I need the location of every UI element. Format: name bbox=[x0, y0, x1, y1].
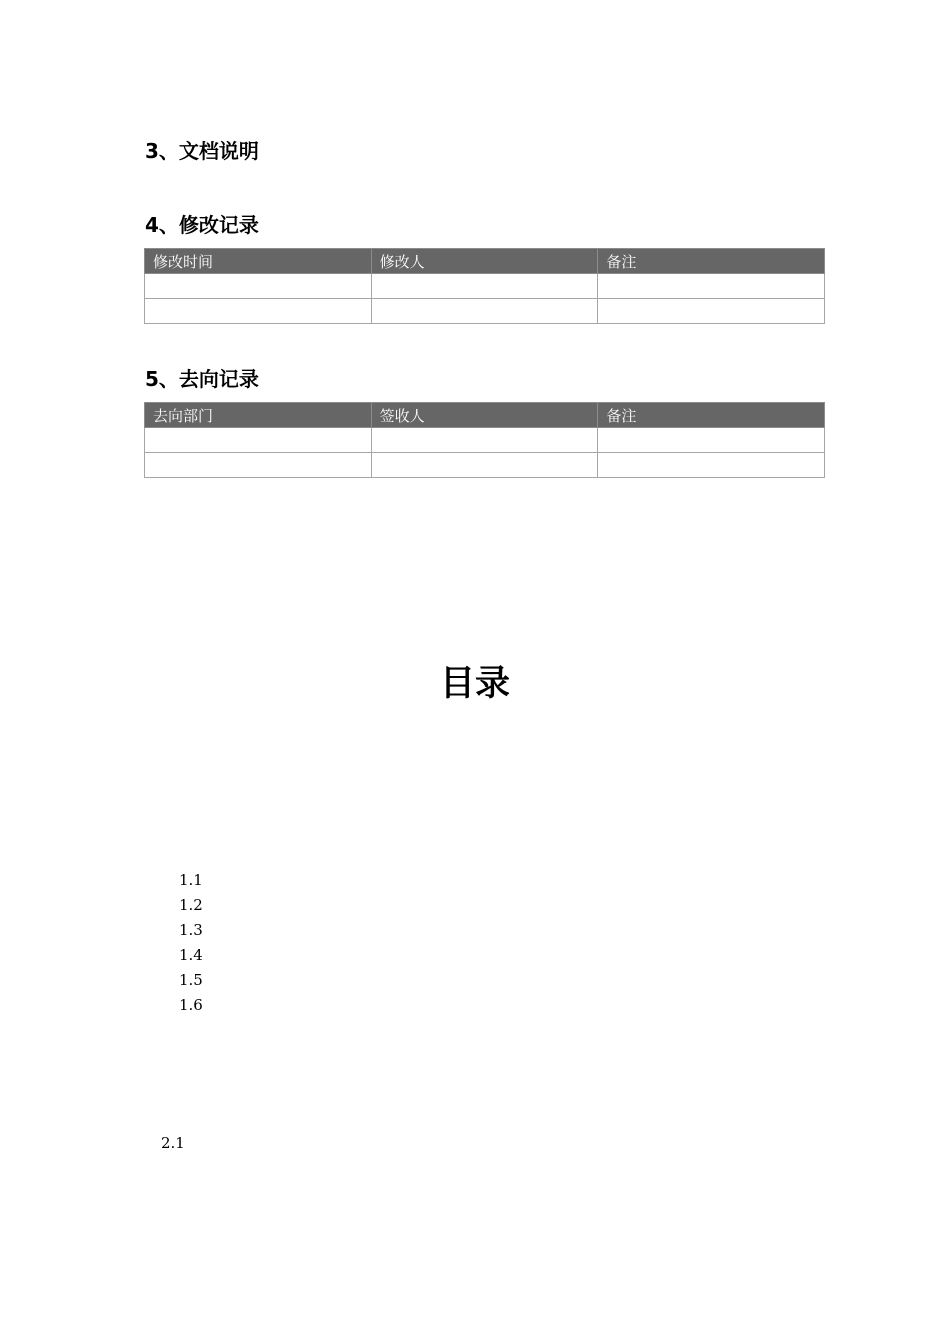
table-cell[interactable] bbox=[598, 299, 825, 324]
table-cell[interactable] bbox=[371, 299, 598, 324]
toc-title: 目录 bbox=[439, 664, 510, 704]
toc-entry-1-5[interactable]: 1.5 bbox=[179, 971, 203, 989]
table-header-row bbox=[145, 249, 825, 274]
table-cell[interactable] bbox=[145, 428, 372, 453]
table-row bbox=[145, 299, 825, 324]
table-row bbox=[145, 453, 825, 478]
section-heading-modification-record: 4、修改记录 bbox=[145, 213, 259, 237]
destination-record-table bbox=[144, 402, 825, 478]
toc-entry-1-1[interactable]: 1.1 bbox=[179, 871, 203, 889]
column-header-modifier: 修改人 bbox=[371, 249, 598, 274]
table-row bbox=[145, 428, 825, 453]
toc-entry-1-4[interactable]: 1.4 bbox=[179, 946, 203, 964]
column-header-modify-time: 修改时间 bbox=[145, 249, 372, 274]
table-cell[interactable] bbox=[145, 274, 372, 299]
table-cell[interactable] bbox=[598, 428, 825, 453]
toc-entry-2-1[interactable]: 2.1 bbox=[161, 1134, 185, 1152]
section-heading-doc-description: 3、文档说明 bbox=[145, 139, 259, 163]
table-cell[interactable] bbox=[598, 453, 825, 478]
toc-entry-1-2[interactable]: 1.2 bbox=[179, 896, 203, 914]
toc-entry-1-3[interactable]: 1.3 bbox=[179, 921, 203, 939]
modification-record-table bbox=[144, 248, 825, 324]
section-heading-destination-record: 5、去向记录 bbox=[145, 367, 259, 391]
table-cell[interactable] bbox=[371, 428, 598, 453]
table-cell[interactable] bbox=[371, 274, 598, 299]
column-header-signee: 签收人 bbox=[371, 403, 598, 428]
table-cell[interactable] bbox=[145, 453, 372, 478]
table-row bbox=[145, 274, 825, 299]
table-cell[interactable] bbox=[598, 274, 825, 299]
column-header-destination-dept: 去向部门 bbox=[145, 403, 372, 428]
table-cell[interactable] bbox=[371, 453, 598, 478]
table-cell[interactable] bbox=[145, 299, 372, 324]
column-header-remarks: 备注 bbox=[598, 403, 825, 428]
table-header-row bbox=[145, 403, 825, 428]
toc-entry-1-6[interactable]: 1.6 bbox=[179, 996, 203, 1014]
column-header-remarks: 备注 bbox=[598, 249, 825, 274]
